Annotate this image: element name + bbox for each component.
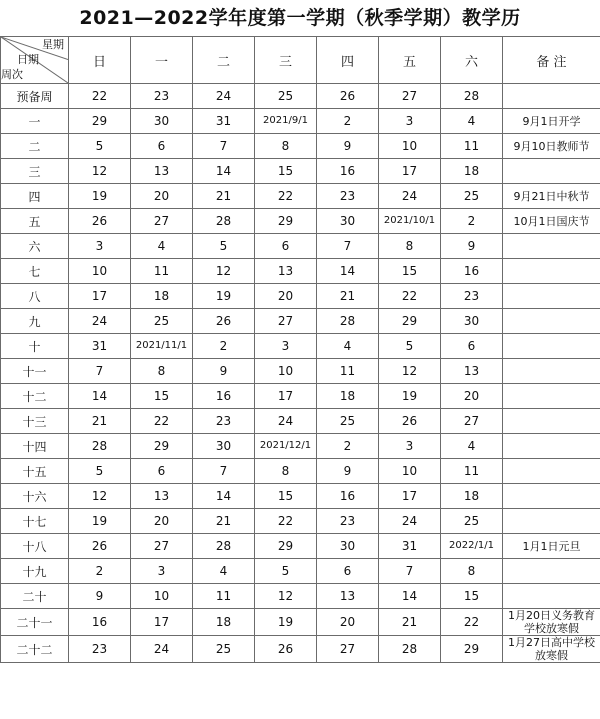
header-sunday: 日 <box>69 37 131 84</box>
note-cell <box>503 359 600 384</box>
day-cell: 29 <box>131 434 193 459</box>
day-cell: 11 <box>441 459 503 484</box>
day-cell: 4 <box>441 434 503 459</box>
day-cell: 21 <box>69 409 131 434</box>
day-cell: 22 <box>131 409 193 434</box>
day-cell: 22 <box>69 84 131 109</box>
day-cell: 29 <box>379 309 441 334</box>
week-cell: 十七 <box>1 509 69 534</box>
day-cell: 5 <box>193 234 255 259</box>
note-cell: 9月1日开学 <box>503 109 600 134</box>
day-cell: 14 <box>379 584 441 609</box>
day-cell: 12 <box>193 259 255 284</box>
day-cell: 22 <box>441 609 503 636</box>
day-cell: 26 <box>379 409 441 434</box>
week-cell: 三 <box>1 159 69 184</box>
day-cell: 21 <box>317 284 379 309</box>
header-notes: 备 注 <box>503 37 600 84</box>
day-cell: 13 <box>441 359 503 384</box>
table-row <box>1 184 600 209</box>
day-cell: 4 <box>193 559 255 584</box>
week-cell: 一 <box>1 109 69 134</box>
week-cell: 十九 <box>1 559 69 584</box>
week-cell: 十五 <box>1 459 69 484</box>
day-cell: 9 <box>441 234 503 259</box>
week-cell: 四 <box>1 184 69 209</box>
day-cell: 10 <box>379 459 441 484</box>
day-cell: 23 <box>317 184 379 209</box>
note-cell <box>503 409 600 434</box>
day-cell: 22 <box>379 284 441 309</box>
day-cell: 5 <box>379 334 441 359</box>
table-row <box>1 509 600 534</box>
day-cell: 26 <box>317 84 379 109</box>
table-row <box>1 259 600 284</box>
day-cell: 20 <box>131 184 193 209</box>
day-cell: 13 <box>131 159 193 184</box>
table-row <box>1 359 600 384</box>
day-cell: 15 <box>379 259 441 284</box>
day-cell: 6 <box>131 134 193 159</box>
day-cell: 10 <box>69 259 131 284</box>
day-cell: 24 <box>379 184 441 209</box>
table-row <box>1 534 600 559</box>
table-row <box>1 159 600 184</box>
corner-header-cell <box>1 37 69 84</box>
day-cell: 27 <box>317 636 379 663</box>
header-thursday: 四 <box>317 37 379 84</box>
day-cell: 27 <box>255 309 317 334</box>
day-cell: 2021/12/1 <box>255 434 317 459</box>
day-cell: 2 <box>193 334 255 359</box>
day-cell: 29 <box>255 534 317 559</box>
day-cell: 31 <box>69 334 131 359</box>
day-cell: 7 <box>379 559 441 584</box>
day-cell: 17 <box>379 484 441 509</box>
day-cell: 30 <box>131 109 193 134</box>
day-cell: 19 <box>69 509 131 534</box>
note-cell <box>503 334 600 359</box>
day-cell: 15 <box>255 484 317 509</box>
day-cell: 5 <box>69 459 131 484</box>
week-cell: 五 <box>1 209 69 234</box>
day-cell: 28 <box>441 84 503 109</box>
table-row <box>1 134 600 159</box>
table-row <box>1 284 600 309</box>
day-cell: 10 <box>255 359 317 384</box>
day-cell: 7 <box>193 459 255 484</box>
note-cell <box>503 559 600 584</box>
table-row <box>1 459 600 484</box>
week-cell: 二十二 <box>1 636 69 663</box>
day-cell: 6 <box>255 234 317 259</box>
day-cell: 25 <box>441 184 503 209</box>
day-cell: 28 <box>193 534 255 559</box>
day-cell: 11 <box>193 584 255 609</box>
day-cell: 19 <box>379 384 441 409</box>
note-cell <box>503 259 600 284</box>
table-row <box>1 384 600 409</box>
week-cell: 六 <box>1 234 69 259</box>
day-cell: 16 <box>441 259 503 284</box>
day-cell: 4 <box>317 334 379 359</box>
day-cell: 17 <box>379 159 441 184</box>
day-cell: 28 <box>317 309 379 334</box>
week-cell: 十 <box>1 334 69 359</box>
day-cell: 13 <box>255 259 317 284</box>
day-cell: 12 <box>255 584 317 609</box>
header-tuesday: 二 <box>193 37 255 84</box>
table-row <box>1 636 600 663</box>
note-cell: 1月20日义务教育学校放寒假 <box>503 609 600 636</box>
day-cell: 15 <box>441 584 503 609</box>
day-cell: 25 <box>255 84 317 109</box>
day-cell: 21 <box>193 184 255 209</box>
day-cell: 12 <box>379 359 441 384</box>
day-cell: 26 <box>193 309 255 334</box>
day-cell: 16 <box>317 484 379 509</box>
note-cell: 9月10日教师节 <box>503 134 600 159</box>
day-cell: 17 <box>69 284 131 309</box>
table-row <box>1 409 600 434</box>
day-cell: 15 <box>255 159 317 184</box>
day-cell: 11 <box>441 134 503 159</box>
day-cell: 31 <box>379 534 441 559</box>
note-cell <box>503 509 600 534</box>
day-cell: 3 <box>131 559 193 584</box>
day-cell: 9 <box>317 459 379 484</box>
day-cell: 28 <box>69 434 131 459</box>
note-cell: 9月21日中秋节 <box>503 184 600 209</box>
day-cell: 13 <box>131 484 193 509</box>
day-cell: 28 <box>379 636 441 663</box>
day-cell: 21 <box>193 509 255 534</box>
table-row <box>1 109 600 134</box>
note-cell <box>503 284 600 309</box>
day-cell: 8 <box>255 134 317 159</box>
note-cell <box>503 309 600 334</box>
week-cell: 九 <box>1 309 69 334</box>
day-cell: 25 <box>317 409 379 434</box>
day-cell: 26 <box>69 534 131 559</box>
day-cell: 29 <box>69 109 131 134</box>
day-cell: 3 <box>379 434 441 459</box>
day-cell: 3 <box>255 334 317 359</box>
day-cell: 22 <box>255 509 317 534</box>
day-cell: 24 <box>193 84 255 109</box>
day-cell: 2 <box>317 434 379 459</box>
day-cell: 14 <box>317 259 379 284</box>
day-cell: 23 <box>193 409 255 434</box>
week-cell: 二 <box>1 134 69 159</box>
day-cell: 19 <box>193 284 255 309</box>
day-cell: 16 <box>317 159 379 184</box>
day-cell: 31 <box>193 109 255 134</box>
day-cell: 7 <box>317 234 379 259</box>
day-cell: 16 <box>193 384 255 409</box>
week-cell: 预备周 <box>1 84 69 109</box>
day-cell: 27 <box>131 534 193 559</box>
week-cell: 七 <box>1 259 69 284</box>
header-row <box>1 37 600 84</box>
week-cell: 十三 <box>1 409 69 434</box>
day-cell: 22 <box>255 184 317 209</box>
day-cell: 14 <box>193 159 255 184</box>
table-row <box>1 484 600 509</box>
day-cell: 5 <box>69 134 131 159</box>
day-cell: 17 <box>255 384 317 409</box>
day-cell: 19 <box>255 609 317 636</box>
corner-label-week: 周次 <box>1 68 23 81</box>
day-cell: 8 <box>255 459 317 484</box>
day-cell: 11 <box>131 259 193 284</box>
table-row <box>1 234 600 259</box>
table-row <box>1 434 600 459</box>
day-cell: 23 <box>69 636 131 663</box>
header-saturday: 六 <box>441 37 503 84</box>
day-cell: 14 <box>69 384 131 409</box>
note-cell <box>503 84 600 109</box>
day-cell: 12 <box>69 159 131 184</box>
header-friday: 五 <box>379 37 441 84</box>
day-cell: 24 <box>379 509 441 534</box>
note-cell <box>503 384 600 409</box>
day-cell: 7 <box>69 359 131 384</box>
week-cell: 十二 <box>1 384 69 409</box>
day-cell: 23 <box>317 509 379 534</box>
note-cell <box>503 434 600 459</box>
day-cell: 30 <box>193 434 255 459</box>
day-cell: 2022/1/1 <box>441 534 503 559</box>
teaching-calendar-table <box>0 36 600 663</box>
day-cell: 2 <box>69 559 131 584</box>
note-cell <box>503 484 600 509</box>
corner-label-weekday: 星期 <box>42 38 64 51</box>
day-cell: 27 <box>131 209 193 234</box>
day-cell: 16 <box>69 609 131 636</box>
day-cell: 8 <box>131 359 193 384</box>
week-cell: 十一 <box>1 359 69 384</box>
note-cell <box>503 459 600 484</box>
day-cell: 17 <box>131 609 193 636</box>
day-cell: 29 <box>441 636 503 663</box>
day-cell: 4 <box>441 109 503 134</box>
day-cell: 6 <box>441 334 503 359</box>
day-cell: 21 <box>379 609 441 636</box>
day-cell: 8 <box>441 559 503 584</box>
week-cell: 十八 <box>1 534 69 559</box>
day-cell: 7 <box>193 134 255 159</box>
day-cell: 20 <box>131 509 193 534</box>
day-cell: 11 <box>317 359 379 384</box>
day-cell: 27 <box>379 84 441 109</box>
day-cell: 18 <box>317 384 379 409</box>
day-cell: 2021/10/1 <box>379 209 441 234</box>
day-cell: 8 <box>379 234 441 259</box>
day-cell: 6 <box>317 559 379 584</box>
day-cell: 9 <box>69 584 131 609</box>
day-cell: 18 <box>131 284 193 309</box>
header-monday: 一 <box>131 37 193 84</box>
day-cell: 20 <box>441 384 503 409</box>
day-cell: 24 <box>255 409 317 434</box>
day-cell: 4 <box>131 234 193 259</box>
day-cell: 25 <box>131 309 193 334</box>
day-cell: 2021/9/1 <box>255 109 317 134</box>
note-cell <box>503 234 600 259</box>
day-cell: 9 <box>317 134 379 159</box>
day-cell: 25 <box>193 636 255 663</box>
note-cell <box>503 584 600 609</box>
day-cell: 20 <box>255 284 317 309</box>
day-cell: 30 <box>441 309 503 334</box>
note-cell: 1月27日高中学校放寒假 <box>503 636 600 663</box>
day-cell: 20 <box>317 609 379 636</box>
day-cell: 3 <box>69 234 131 259</box>
table-row <box>1 209 600 234</box>
table-row <box>1 584 600 609</box>
day-cell: 5 <box>255 559 317 584</box>
day-cell: 19 <box>69 184 131 209</box>
table-row <box>1 84 600 109</box>
day-cell: 10 <box>131 584 193 609</box>
day-cell: 6 <box>131 459 193 484</box>
note-cell <box>503 159 600 184</box>
week-cell: 十四 <box>1 434 69 459</box>
day-cell: 10 <box>379 134 441 159</box>
day-cell: 30 <box>317 534 379 559</box>
day-cell: 25 <box>441 509 503 534</box>
calendar-body <box>1 84 600 663</box>
table-row <box>1 334 600 359</box>
day-cell: 26 <box>255 636 317 663</box>
week-cell: 八 <box>1 284 69 309</box>
table-row <box>1 309 600 334</box>
day-cell: 24 <box>131 636 193 663</box>
corner-label-date: 日期 <box>17 53 39 66</box>
table-row <box>1 609 600 636</box>
header-wednesday: 三 <box>255 37 317 84</box>
day-cell: 3 <box>379 109 441 134</box>
day-cell: 18 <box>193 609 255 636</box>
week-cell: 十六 <box>1 484 69 509</box>
day-cell: 2 <box>441 209 503 234</box>
day-cell: 12 <box>69 484 131 509</box>
week-cell: 二十一 <box>1 609 69 636</box>
day-cell: 24 <box>69 309 131 334</box>
note-cell: 1月1日元旦 <box>503 534 600 559</box>
day-cell: 29 <box>255 209 317 234</box>
day-cell: 26 <box>69 209 131 234</box>
note-cell: 10月1日国庆节 <box>503 209 600 234</box>
day-cell: 30 <box>317 209 379 234</box>
day-cell: 28 <box>193 209 255 234</box>
week-cell: 二十 <box>1 584 69 609</box>
day-cell: 2021/11/1 <box>131 334 193 359</box>
day-cell: 18 <box>441 484 503 509</box>
table-row <box>1 559 600 584</box>
page-title: 2021—2022学年度第一学期（秋季学期）教学历 <box>79 7 521 29</box>
day-cell: 18 <box>441 159 503 184</box>
day-cell: 23 <box>131 84 193 109</box>
day-cell: 15 <box>131 384 193 409</box>
day-cell: 9 <box>193 359 255 384</box>
day-cell: 23 <box>441 284 503 309</box>
day-cell: 13 <box>317 584 379 609</box>
day-cell: 27 <box>441 409 503 434</box>
day-cell: 14 <box>193 484 255 509</box>
day-cell: 2 <box>317 109 379 134</box>
